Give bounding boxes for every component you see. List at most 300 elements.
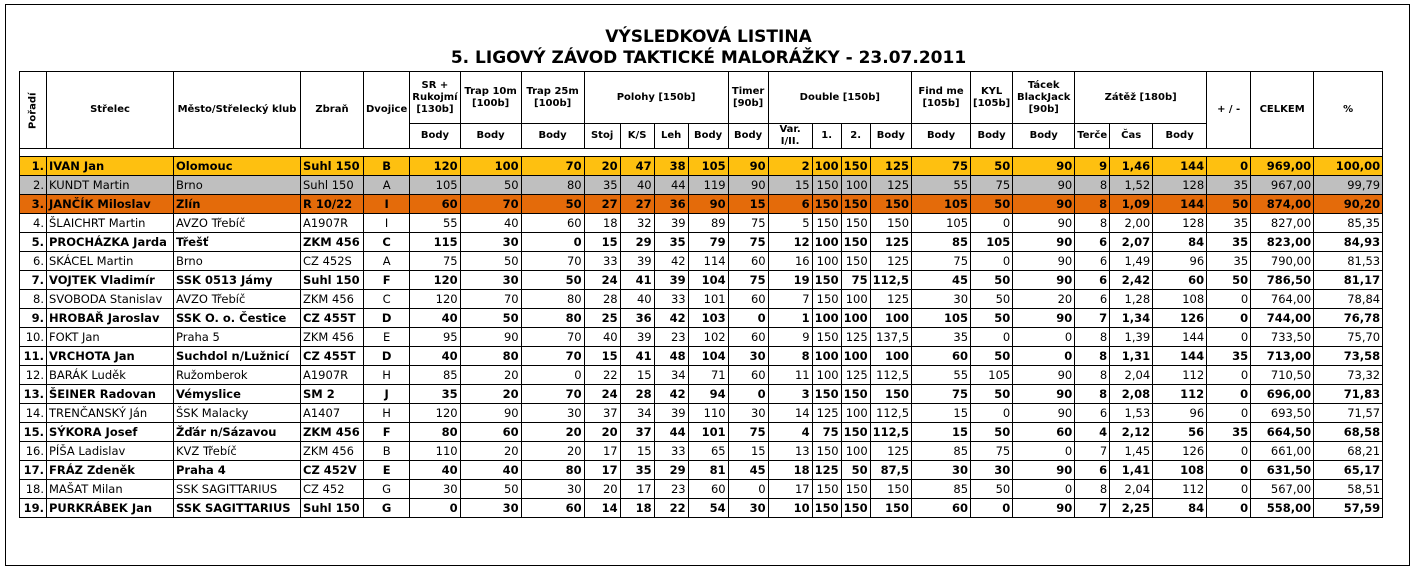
- cell-club: SSK 0513 Jámy: [174, 271, 301, 290]
- cell-gun: CZ 452: [301, 480, 364, 499]
- cell-club: Ružomberok: [174, 366, 301, 385]
- header-strelec: Střelec: [47, 72, 174, 149]
- cell-pos: 5.: [20, 233, 47, 252]
- subheader-ks: K/S: [620, 124, 654, 149]
- cell-t25: 0: [521, 233, 584, 252]
- cell-total: 823,00: [1251, 233, 1314, 252]
- cell-leh: 38: [654, 157, 688, 176]
- cell-pair: A: [364, 176, 410, 195]
- cell-pair: F: [364, 423, 410, 442]
- cell-find: 105: [912, 195, 971, 214]
- cell-tacek: 90: [1013, 404, 1075, 423]
- cell-ks: 35: [620, 461, 654, 480]
- cell-d2: 150: [841, 233, 870, 252]
- cell-d1: 150: [812, 195, 841, 214]
- cell-gun: Suhl 150: [301, 499, 364, 518]
- cell-t25: 70: [521, 328, 584, 347]
- cell-d2: 150: [841, 385, 870, 404]
- cell-pct: 81,17: [1314, 271, 1383, 290]
- cell-terce: 6: [1075, 404, 1110, 423]
- cell-stoj: 37: [584, 404, 620, 423]
- cell-var: 6: [768, 195, 812, 214]
- cell-timer: 30: [728, 347, 768, 366]
- cell-cas: 1,39: [1110, 328, 1153, 347]
- cell-name: BARÁK Luděk: [47, 366, 174, 385]
- cell-leh: 23: [654, 328, 688, 347]
- page-subtitle: 5. LIGOVÝ ZÁVOD TAKTICKÉ MALORÁŽKY - 23.07.2011: [450, 48, 967, 68]
- subheader-body: Body: [1013, 124, 1075, 149]
- cell-terce: 7: [1075, 499, 1110, 518]
- cell-db: 112,5: [870, 423, 911, 442]
- cell-sr: 110: [410, 442, 460, 461]
- header-trap25: Trap 25m [100b]: [521, 72, 584, 124]
- cell-d1: 125: [812, 461, 841, 480]
- cell-pm: 0: [1207, 309, 1251, 328]
- cell-d1: 100: [812, 233, 841, 252]
- cell-cas: 2,07: [1110, 233, 1153, 252]
- cell-total: 693,50: [1251, 404, 1314, 423]
- subheader-var: Var. I/II.: [768, 124, 812, 149]
- cell-timer: 30: [728, 404, 768, 423]
- cell-pm: 50: [1207, 195, 1251, 214]
- cell-find: 15: [912, 423, 971, 442]
- cell-club: Suchdol n/Lužnicí: [174, 347, 301, 366]
- cell-club: Brno: [174, 252, 301, 271]
- cell-cas: 1,52: [1110, 176, 1153, 195]
- cell-d2: 150: [841, 423, 870, 442]
- cell-stoj: 24: [584, 385, 620, 404]
- cell-terce: 8: [1075, 347, 1110, 366]
- cell-total: 631,50: [1251, 461, 1314, 480]
- cell-tacek: 20: [1013, 290, 1075, 309]
- cell-ks: 40: [620, 176, 654, 195]
- cell-find: 60: [912, 347, 971, 366]
- cell-cas: 1,46: [1110, 157, 1153, 176]
- cell-terce: 6: [1075, 252, 1110, 271]
- cell-cas: 1,28: [1110, 290, 1153, 309]
- cell-club: SSK SAGITTARIUS: [174, 480, 301, 499]
- cell-kyl: 0: [971, 404, 1013, 423]
- cell-find: 75: [912, 385, 971, 404]
- table-row: [20, 233, 1383, 252]
- cell-name: SKÁCEL Martin: [47, 252, 174, 271]
- cell-stoj: 15: [584, 233, 620, 252]
- cell-t10: 40: [460, 214, 521, 233]
- cell-club: AVZO Třebíč: [174, 214, 301, 233]
- header-zatez: Zátěž [180b]: [1075, 72, 1207, 124]
- cell-pos: 14.: [20, 404, 47, 423]
- cell-total: 827,00: [1251, 214, 1314, 233]
- header-findme: Find me [105b]: [912, 72, 971, 124]
- cell-stoj: 33: [584, 252, 620, 271]
- cell-tacek: 90: [1013, 233, 1075, 252]
- cell-kyl: 50: [971, 347, 1013, 366]
- cell-ks: 47: [620, 157, 654, 176]
- cell-total: 558,00: [1251, 499, 1314, 518]
- cell-var: 7: [768, 290, 812, 309]
- cell-pb: 89: [688, 214, 728, 233]
- cell-name: IVAN Jan: [47, 157, 174, 176]
- table-row: [20, 423, 1383, 442]
- cell-gun: ZKM 456: [301, 423, 364, 442]
- cell-pm: 0: [1207, 499, 1251, 518]
- cell-var: 14: [768, 404, 812, 423]
- cell-pb: 94: [688, 385, 728, 404]
- cell-db: 125: [870, 233, 911, 252]
- cell-pair: B: [364, 442, 410, 461]
- cell-name: PURKRÁBEK Jan: [47, 499, 174, 518]
- cell-total: 967,00: [1251, 176, 1314, 195]
- cell-pct: 68,21: [1314, 442, 1383, 461]
- cell-stoj: 27: [584, 195, 620, 214]
- cell-d2: 150: [841, 252, 870, 271]
- header-double: Double [150b]: [768, 72, 911, 124]
- cell-timer: 60: [728, 290, 768, 309]
- cell-terce: 8: [1075, 214, 1110, 233]
- cell-pair: B: [364, 157, 410, 176]
- cell-pb: 101: [688, 290, 728, 309]
- cell-sr: 120: [410, 404, 460, 423]
- cell-terce: 9: [1075, 157, 1110, 176]
- cell-name: FOKT Jan: [47, 328, 174, 347]
- cell-zb: 128: [1153, 214, 1207, 233]
- cell-pct: 57,59: [1314, 499, 1383, 518]
- cell-name: KUNDT Martin: [47, 176, 174, 195]
- cell-find: 105: [912, 214, 971, 233]
- cell-kyl: 50: [971, 423, 1013, 442]
- cell-pct: 71,57: [1314, 404, 1383, 423]
- table-row: [20, 385, 1383, 404]
- cell-sr: 120: [410, 271, 460, 290]
- cell-ks: 15: [620, 442, 654, 461]
- cell-d1: 150: [812, 480, 841, 499]
- cell-total: 733,50: [1251, 328, 1314, 347]
- cell-timer: 15: [728, 442, 768, 461]
- cell-cas: 2,04: [1110, 366, 1153, 385]
- cell-db: 100: [870, 347, 911, 366]
- cell-kyl: 105: [971, 366, 1013, 385]
- header-zbran: Zbraň: [301, 72, 364, 149]
- cell-t25: 60: [521, 214, 584, 233]
- cell-stoj: 17: [584, 442, 620, 461]
- cell-var: 19: [768, 271, 812, 290]
- subheader-body: Body: [870, 124, 911, 149]
- cell-leh: 34: [654, 366, 688, 385]
- cell-d1: 150: [812, 214, 841, 233]
- cell-cas: 1,09: [1110, 195, 1153, 214]
- cell-gun: CZ 452V: [301, 461, 364, 480]
- cell-gun: A1907R: [301, 366, 364, 385]
- cell-sr: 40: [410, 309, 460, 328]
- cell-sr: 40: [410, 461, 460, 480]
- cell-stoj: 40: [584, 328, 620, 347]
- cell-t10: 90: [460, 328, 521, 347]
- cell-pct: 71,83: [1314, 385, 1383, 404]
- cell-zb: 128: [1153, 176, 1207, 195]
- cell-cas: 1,45: [1110, 442, 1153, 461]
- cell-stoj: 18: [584, 214, 620, 233]
- cell-total: 713,00: [1251, 347, 1314, 366]
- cell-name: MAŠAT Milan: [47, 480, 174, 499]
- cell-t10: 50: [460, 252, 521, 271]
- cell-total: 874,00: [1251, 195, 1314, 214]
- cell-tacek: 90: [1013, 366, 1075, 385]
- cell-t25: 50: [521, 271, 584, 290]
- cell-pair: E: [364, 328, 410, 347]
- cell-club: Praha 5: [174, 328, 301, 347]
- cell-db: 112,5: [870, 271, 911, 290]
- cell-pos: 13.: [20, 385, 47, 404]
- subheader-leh: Leh: [654, 124, 688, 149]
- cell-db: 125: [870, 157, 911, 176]
- table-row: [20, 366, 1383, 385]
- cell-var: 5: [768, 214, 812, 233]
- table-row: [20, 309, 1383, 328]
- cell-find: 15: [912, 404, 971, 423]
- cell-kyl: 50: [971, 480, 1013, 499]
- cell-total: 664,50: [1251, 423, 1314, 442]
- cell-t10: 50: [460, 480, 521, 499]
- header-pct: %: [1314, 72, 1383, 149]
- cell-zb: 144: [1153, 157, 1207, 176]
- cell-pb: 102: [688, 328, 728, 347]
- cell-pos: 1.: [20, 157, 47, 176]
- subheader-body: Body: [460, 124, 521, 149]
- header-poradi: Pořadí: [20, 72, 47, 149]
- cell-leh: 23: [654, 480, 688, 499]
- cell-pb: 101: [688, 423, 728, 442]
- cell-club: SSK SAGITTARIUS: [174, 499, 301, 518]
- subheader-stoj: Stoj: [584, 124, 620, 149]
- subheader-body: Body: [971, 124, 1013, 149]
- cell-d2: 100: [841, 176, 870, 195]
- cell-pct: 73,58: [1314, 347, 1383, 366]
- cell-pair: H: [364, 404, 410, 423]
- cell-d2: 100: [841, 347, 870, 366]
- cell-t10: 20: [460, 385, 521, 404]
- cell-total: 790,00: [1251, 252, 1314, 271]
- cell-terce: 6: [1075, 271, 1110, 290]
- cell-ks: 34: [620, 404, 654, 423]
- cell-gun: ZKM 456: [301, 233, 364, 252]
- cell-var: 8: [768, 347, 812, 366]
- cell-stoj: 24: [584, 271, 620, 290]
- cell-t10: 90: [460, 404, 521, 423]
- cell-gun: Suhl 150: [301, 271, 364, 290]
- cell-d1: 75: [812, 423, 841, 442]
- table-row: [20, 480, 1383, 499]
- cell-club: Vémyslice: [174, 385, 301, 404]
- cell-pair: G: [364, 499, 410, 518]
- header-tacek: Tácek BlackJack [90b]: [1013, 72, 1075, 124]
- cell-d1: 150: [812, 442, 841, 461]
- cell-zb: 144: [1153, 347, 1207, 366]
- table-row: [20, 442, 1383, 461]
- cell-gun: CZ 452S: [301, 252, 364, 271]
- cell-pm: 35: [1207, 252, 1251, 271]
- cell-pb: 71: [688, 366, 728, 385]
- cell-timer: 45: [728, 461, 768, 480]
- cell-timer: 60: [728, 252, 768, 271]
- cell-total: 567,00: [1251, 480, 1314, 499]
- cell-club: AVZO Třebíč: [174, 290, 301, 309]
- cell-leh: 36: [654, 195, 688, 214]
- cell-kyl: 0: [971, 252, 1013, 271]
- cell-gun: ZKM 456: [301, 290, 364, 309]
- cell-pair: G: [364, 480, 410, 499]
- cell-ks: 41: [620, 347, 654, 366]
- cell-var: 13: [768, 442, 812, 461]
- cell-t10: 40: [460, 461, 521, 480]
- cell-d2: 100: [841, 290, 870, 309]
- cell-d2: 75: [841, 271, 870, 290]
- cell-gun: A1907R: [301, 214, 364, 233]
- cell-db: 150: [870, 195, 911, 214]
- cell-tacek: 90: [1013, 157, 1075, 176]
- cell-pm: 50: [1207, 271, 1251, 290]
- cell-pm: 35: [1207, 233, 1251, 252]
- cell-cas: 1,34: [1110, 309, 1153, 328]
- cell-cas: 2,25: [1110, 499, 1153, 518]
- cell-var: 1: [768, 309, 812, 328]
- cell-db: 125: [870, 442, 911, 461]
- cell-d1: 150: [812, 271, 841, 290]
- cell-terce: 8: [1075, 328, 1110, 347]
- cell-d1: 100: [812, 157, 841, 176]
- cell-pb: 65: [688, 442, 728, 461]
- cell-find: 85: [912, 233, 971, 252]
- cell-t25: 80: [521, 461, 584, 480]
- cell-pct: 99,79: [1314, 176, 1383, 195]
- cell-name: SÝKORA Josef: [47, 423, 174, 442]
- table-row: [20, 404, 1383, 423]
- cell-t25: 20: [521, 423, 584, 442]
- cell-pb: 79: [688, 233, 728, 252]
- cell-db: 112,5: [870, 366, 911, 385]
- cell-pm: 0: [1207, 404, 1251, 423]
- cell-var: 3: [768, 385, 812, 404]
- cell-sr: 115: [410, 233, 460, 252]
- cell-pair: F: [364, 271, 410, 290]
- cell-gun: ZKM 456: [301, 328, 364, 347]
- cell-leh: 42: [654, 309, 688, 328]
- cell-zb: 84: [1153, 233, 1207, 252]
- cell-leh: 39: [654, 404, 688, 423]
- cell-ks: 39: [620, 252, 654, 271]
- cell-t10: 70: [460, 195, 521, 214]
- cell-timer: 75: [728, 271, 768, 290]
- cell-name: PROCHÁZKA Jarda: [47, 233, 174, 252]
- cell-t10: 80: [460, 347, 521, 366]
- cell-timer: 30: [728, 499, 768, 518]
- cell-tacek: 90: [1013, 214, 1075, 233]
- cell-tacek: 90: [1013, 385, 1075, 404]
- cell-pm: 0: [1207, 385, 1251, 404]
- cell-terce: 8: [1075, 176, 1110, 195]
- cell-find: 75: [912, 252, 971, 271]
- cell-leh: 44: [654, 423, 688, 442]
- cell-kyl: 50: [971, 385, 1013, 404]
- cell-t25: 80: [521, 309, 584, 328]
- cell-pair: J: [364, 385, 410, 404]
- cell-db: 100: [870, 309, 911, 328]
- cell-pm: 0: [1207, 480, 1251, 499]
- cell-zb: 112: [1153, 366, 1207, 385]
- cell-cas: 1,31: [1110, 347, 1153, 366]
- cell-db: 125: [870, 252, 911, 271]
- cell-kyl: 50: [971, 195, 1013, 214]
- header-trap10: Trap 10m [100b]: [460, 72, 521, 124]
- cell-total: 661,00: [1251, 442, 1314, 461]
- cell-terce: 6: [1075, 233, 1110, 252]
- cell-pct: 85,35: [1314, 214, 1383, 233]
- cell-pct: 84,93: [1314, 233, 1383, 252]
- subheader-body: Body: [688, 124, 728, 149]
- cell-pb: 90: [688, 195, 728, 214]
- cell-timer: 90: [728, 176, 768, 195]
- cell-ks: 15: [620, 366, 654, 385]
- cell-kyl: 0: [971, 328, 1013, 347]
- cell-ks: 17: [620, 480, 654, 499]
- cell-pm: 0: [1207, 328, 1251, 347]
- cell-leh: 39: [654, 271, 688, 290]
- cell-zb: 56: [1153, 423, 1207, 442]
- cell-club: Olomouc: [174, 157, 301, 176]
- cell-pair: I: [364, 214, 410, 233]
- cell-d2: 100: [841, 442, 870, 461]
- cell-tacek: 90: [1013, 271, 1075, 290]
- cell-ks: 36: [620, 309, 654, 328]
- cell-pct: 81,53: [1314, 252, 1383, 271]
- cell-gun: A1407: [301, 404, 364, 423]
- cell-tacek: 90: [1013, 252, 1075, 271]
- cell-zb: 96: [1153, 404, 1207, 423]
- cell-find: 75: [912, 157, 971, 176]
- cell-ks: 29: [620, 233, 654, 252]
- header-plusminus: + / -: [1207, 72, 1251, 149]
- cell-tacek: 90: [1013, 499, 1075, 518]
- cell-db: 150: [870, 385, 911, 404]
- cell-name: ŠEINER Radovan: [47, 385, 174, 404]
- cell-sr: 40: [410, 347, 460, 366]
- cell-zb: 112: [1153, 480, 1207, 499]
- cell-d1: 100: [812, 347, 841, 366]
- cell-club: Třešť: [174, 233, 301, 252]
- cell-club: ŠSK Malacky: [174, 404, 301, 423]
- cell-var: 10: [768, 499, 812, 518]
- cell-tacek: 0: [1013, 442, 1075, 461]
- cell-stoj: 22: [584, 366, 620, 385]
- header-dvojice: Dvojice: [364, 72, 410, 149]
- cell-leh: 48: [654, 347, 688, 366]
- cell-d2: 150: [841, 157, 870, 176]
- cell-find: 105: [912, 309, 971, 328]
- cell-pm: 35: [1207, 214, 1251, 233]
- cell-d2: 100: [841, 404, 870, 423]
- cell-pos: 7.: [20, 271, 47, 290]
- table-row: [20, 176, 1383, 195]
- cell-pos: 17.: [20, 461, 47, 480]
- cell-d2: 100: [841, 309, 870, 328]
- cell-db: 112,5: [870, 404, 911, 423]
- cell-pos: 8.: [20, 290, 47, 309]
- cell-t10: 50: [460, 176, 521, 195]
- cell-find: 30: [912, 290, 971, 309]
- cell-d2: 150: [841, 195, 870, 214]
- cell-pair: I: [364, 195, 410, 214]
- cell-kyl: 50: [971, 271, 1013, 290]
- cell-pm: 0: [1207, 461, 1251, 480]
